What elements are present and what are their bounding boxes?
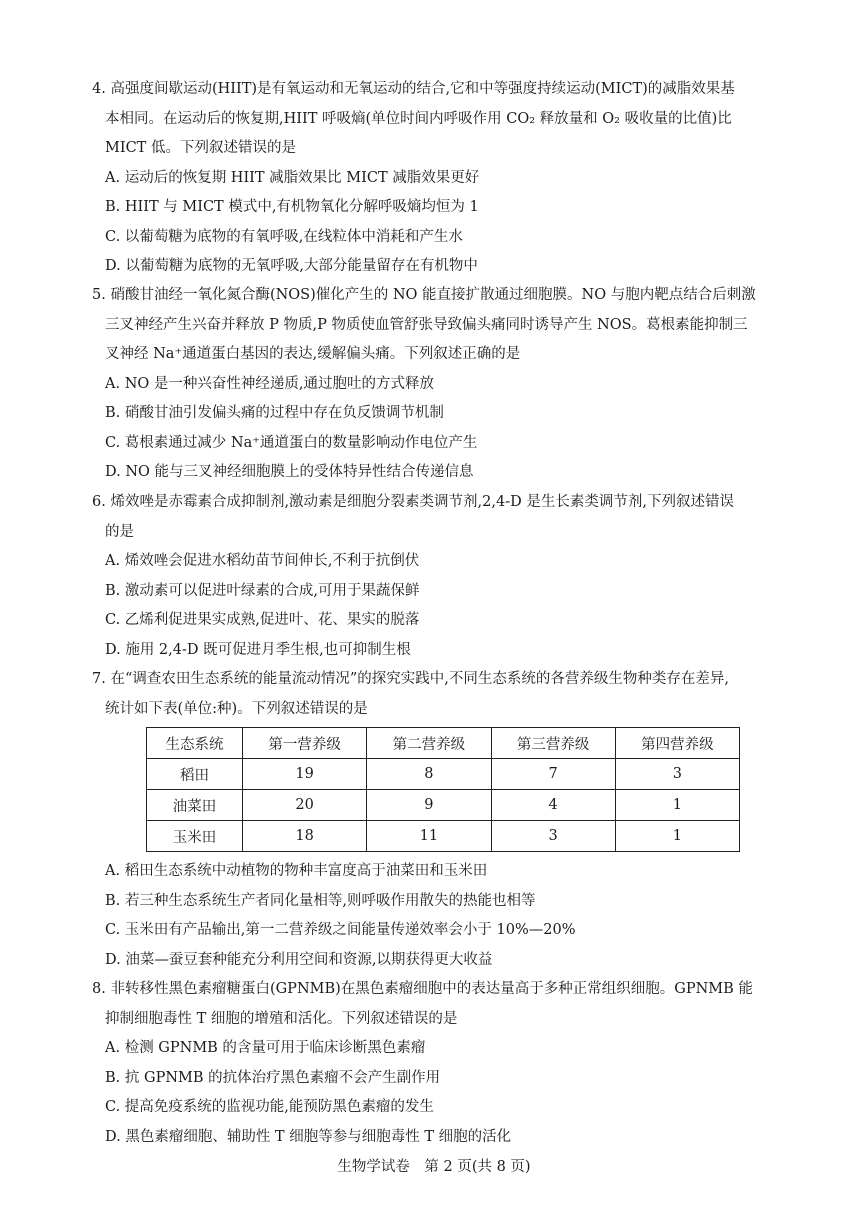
option-b: B. 硝酸甘油引发偏头痛的过程中存在负反馈调节机制 <box>105 405 444 421</box>
option-a: A. NO 是一种兴奋性神经递质,通过胞吐的方式释放 <box>105 375 434 392</box>
table-cell: 1 <box>615 821 739 852</box>
table-cell: 油菜田 <box>147 790 243 821</box>
question-8 <box>92 975 784 1152</box>
table-cell: 1 <box>615 790 739 821</box>
question-stem-line: 抑制细胞毒性 T 细胞的增殖和活化。下列叙述错误的是 <box>105 1010 458 1027</box>
page-footer: 生物学试卷 第 2 页(共 8 页) <box>337 1159 531 1175</box>
question-stem-line: 本相同。在运动后的恢复期,HIIT 呼吸熵(单位时间内呼吸作用 CO₂ 释放量和 O₂ 吸收量的比值)比 <box>105 110 732 127</box>
table-cell: 4 <box>491 790 615 821</box>
table-header-cell: 生态系统 <box>147 728 243 759</box>
question-stem-line: MICT 低。下列叙述错误的是 <box>105 140 296 156</box>
question-5 <box>92 281 784 488</box>
table-cell: 18 <box>243 821 367 852</box>
option-b: B. 若三种生态系统生产者同化量相等,则呼吸作用散失的热能也相等 <box>105 892 536 909</box>
question-stem-line: 6. 烯效唑是赤霉素合成抑制剂,激动素是细胞分裂素类调节剂,2,4-D 是生长素类调节剂,下列叙述错误 <box>92 494 734 510</box>
table-header-cell: 第二营养级 <box>367 728 491 759</box>
table-cell: 3 <box>491 821 615 852</box>
question-stem-line: 叉神经 Na⁺通道蛋白基因的表达,缓解偏头痛。下列叙述正确的是 <box>105 346 521 362</box>
table-cell: 3 <box>615 759 739 790</box>
table-cell: 玉米田 <box>147 821 243 852</box>
table-cell: 稻田 <box>147 759 243 790</box>
question-stem-line: 统计如下表(单位:种)。下列叙述错误的是 <box>105 700 368 717</box>
option-d: D. 以葡萄糖为底物的无氧呼吸,大部分能量留存在有机物中 <box>105 258 478 274</box>
option-d: D. NO 能与三叉神经细胞膜上的受体特异性结合传递信息 <box>105 464 474 480</box>
option-c: C. 提高免疫系统的监视功能,能预防黑色素瘤的发生 <box>105 1099 434 1115</box>
table-cell: 19 <box>243 759 367 790</box>
table-cell: 11 <box>367 821 491 852</box>
table-cell: 8 <box>367 759 491 790</box>
question-6 <box>92 488 784 665</box>
table-cell: 20 <box>243 790 367 821</box>
table-header-cell: 第三营养级 <box>491 728 615 759</box>
table-header-cell: 第一营养级 <box>243 728 367 759</box>
table-header-cell: 第四营养级 <box>615 728 739 759</box>
table-header-row <box>147 728 740 759</box>
option-c: C. 以葡萄糖为底物的有氧呼吸,在线粒体中消耗和产生水 <box>105 228 463 245</box>
table-row <box>147 790 740 821</box>
table-row <box>147 821 740 852</box>
question-stem-line: 4. 高强度间歇运动(HIIT)是有氧运动和无氧运动的结合,它和中等强度持续运动(MICT)的减脂效果基 <box>92 81 735 97</box>
question-stem-line: 7. 在“调查农田生态系统的能量流动情况”的探究实践中,不同生态系统的各营养级生物种类存在差异, <box>92 671 729 687</box>
option-c: C. 葛根素通过减少 Na⁺通道蛋白的数量影响动作电位产生 <box>105 434 478 451</box>
ecosystem-table <box>146 727 740 852</box>
option-c: C. 乙烯利促进果实成熟,促进叶、花、果实的脱落 <box>105 612 420 628</box>
option-a: A. 检测 GPNMB 的含量可用于临床诊断黑色素瘤 <box>105 1040 426 1056</box>
table-cell: 9 <box>367 790 491 821</box>
question-stem-line: 5. 硝酸甘油经一氧化氮合酶(NOS)催化产生的 NO 能直接扩散通过细胞膜。NO 与胞内靶点结合后刺激 <box>92 287 756 303</box>
option-d: D. 油菜—蚕豆套种能充分利用空间和资源,以期获得更大收益 <box>105 951 493 968</box>
option-a: A. 运动后的恢复期 HIIT 减脂效果比 MICT 减脂效果更好 <box>105 169 480 186</box>
option-a: A. 稻田生态系统中动植物的物种丰富度高于油菜田和玉米田 <box>105 863 488 879</box>
question-stem-line: 的是 <box>105 523 134 540</box>
question-stem-line: 8. 非转移性黑色素瘤糖蛋白(GPNMB)在黑色素瘤细胞中的表达量高于多种正常组织细胞。GPNMB 能 <box>92 981 753 997</box>
question-4 <box>92 75 784 282</box>
question-7-options <box>92 857 784 975</box>
question-7 <box>92 665 784 724</box>
option-a: A. 烯效唑会促进水稻幼苗节间伸长,不利于抗倒伏 <box>105 553 420 569</box>
table-cell: 7 <box>491 759 615 790</box>
option-d: D. 施用 2,4-D 既可促进月季生根,也可抑制生根 <box>105 641 411 658</box>
table-row <box>147 759 740 790</box>
question-stem-line: 三叉神经产生兴奋并释放 P 物质,P 物质使血管舒张导致偏头痛同时诱导产生 NOS。葛根素能抑制三 <box>105 316 748 333</box>
option-c: C. 玉米田有产品输出,第一二营养级之间能量传递效率会小于 10%—20% <box>105 922 576 938</box>
option-d: D. 黑色素瘤细胞、辅助性 T 细胞等参与细胞毒性 T 细胞的活化 <box>105 1128 512 1145</box>
option-b: B. HIIT 与 MICT 模式中,有机物氧化分解呼吸熵均恒为 1 <box>105 199 479 215</box>
option-b: B. 激动素可以促进叶绿素的合成,可用于果蔬保鲜 <box>105 582 420 599</box>
option-b: B. 抗 GPNMB 的抗体治疗黑色素瘤不会产生副作用 <box>105 1069 441 1086</box>
